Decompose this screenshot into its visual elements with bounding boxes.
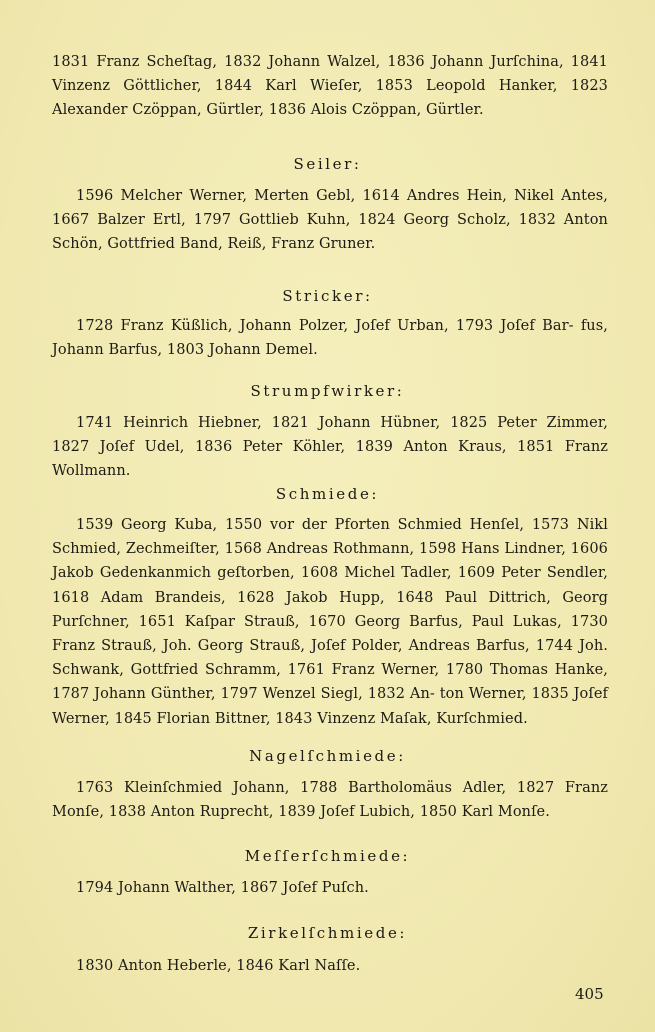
section-text-seiler: 1596 Melcher Werner, Merten Gebl, 1614 Andres Hein, Nikel Antes, 1667 Balzer Ertl, 1797 Gottlieb Kuhn, 1824 Georg Scholz, 1832 Anton Schön, Gottfried Band, Reiß, Franz Gruner.	[52, 188, 608, 253]
section-text-schmiede: 1539 Georg Kuba, 1550 vor der Pforten Schmied Henſel, 1573 Nikl Schmied, Zechmeiſter, 1568 Andreas Rothmann, 1598 Hans Lindner, 1606 Jakob Gedenkanmich geſtorben, 1608 Michel Tadler, 1609 Peter Sendler, 1618 Adam Brandeis, 1628 Jakob Hupp, 1648 Paul Dittrich, Georg Purſchner, 1651 Kaſpar Strauß, 1670 Georg Barfus, Paul Lukas, 1730 Franz Strauß, Joh. Georg Strauß, Joſef Polder, Andreas Barfus, 1744 Joh. Schwank, Gottfried Schramm, 1761 Franz Werner, 1780 Thomas Hanke, 1787 Johann Günther, 1797 Wenzel Siegl, 1832 An- ton Werner, 1835 Joſef Werner, 1845 Florian Bittner, 1843 Vinzenz Maſak, Kurſchmied.	[52, 517, 608, 727]
section-heading-strumpfwirker: Strumpfwirker:	[250, 382, 405, 400]
section-text-messerschmiede: 1794 Johann Walther, 1867 Joſef Puſch.	[76, 880, 369, 896]
page-number: 405	[575, 985, 604, 1003]
intro-paragraph: 1831 Franz Scheſtag, 1832 Johann Walzel, 1836 Johann Jurſchina, 1841 Vinzenz Göttlicher, 1844 Karl Wieſer, 1853 Leopold Hanker, 1823 Alexander Czöppan, Gürtler, 1836 Alois Czöppan, Gürtler.	[52, 54, 608, 119]
section-heading-seiler: Seiler:	[293, 155, 362, 173]
section-heading-schmiede: Schmiede:	[275, 485, 380, 503]
section-text-stricker: 1728 Franz Küßlich, Johann Polzer, Joſef Urban, 1793 Joſef Bar- fus, Johann Barfus, 1803 Johann Demel.	[52, 318, 608, 359]
section-heading-messerschmiede: Meſſerſchmiede:	[244, 847, 411, 865]
section-text-strumpfwirker: 1741 Heinrich Hiebner, 1821 Johann Hübner, 1825 Peter Zimmer, 1827 Joſef Udel, 1836 Peter Köhler, 1839 Anton Kraus, 1851 Franz Wollmann.	[52, 415, 608, 480]
section-heading-nagelschmiede: Nagelſchmiede:	[249, 747, 406, 765]
section-text-nagelschmiede: 1763 Kleinſchmied Johann, 1788 Bartholomäus Adler, 1827 Franz Monſe, 1838 Anton Ruprecht, 1839 Joſef Lubich, 1850 Karl Monſe.	[52, 780, 608, 821]
section-heading-stricker: Stricker:	[282, 287, 373, 305]
section-heading-zirkelschmiede: Zirkelſchmiede:	[247, 924, 408, 942]
section-text-zirkelschmiede: 1830 Anton Heberle, 1846 Karl Naſſe.	[76, 958, 361, 974]
